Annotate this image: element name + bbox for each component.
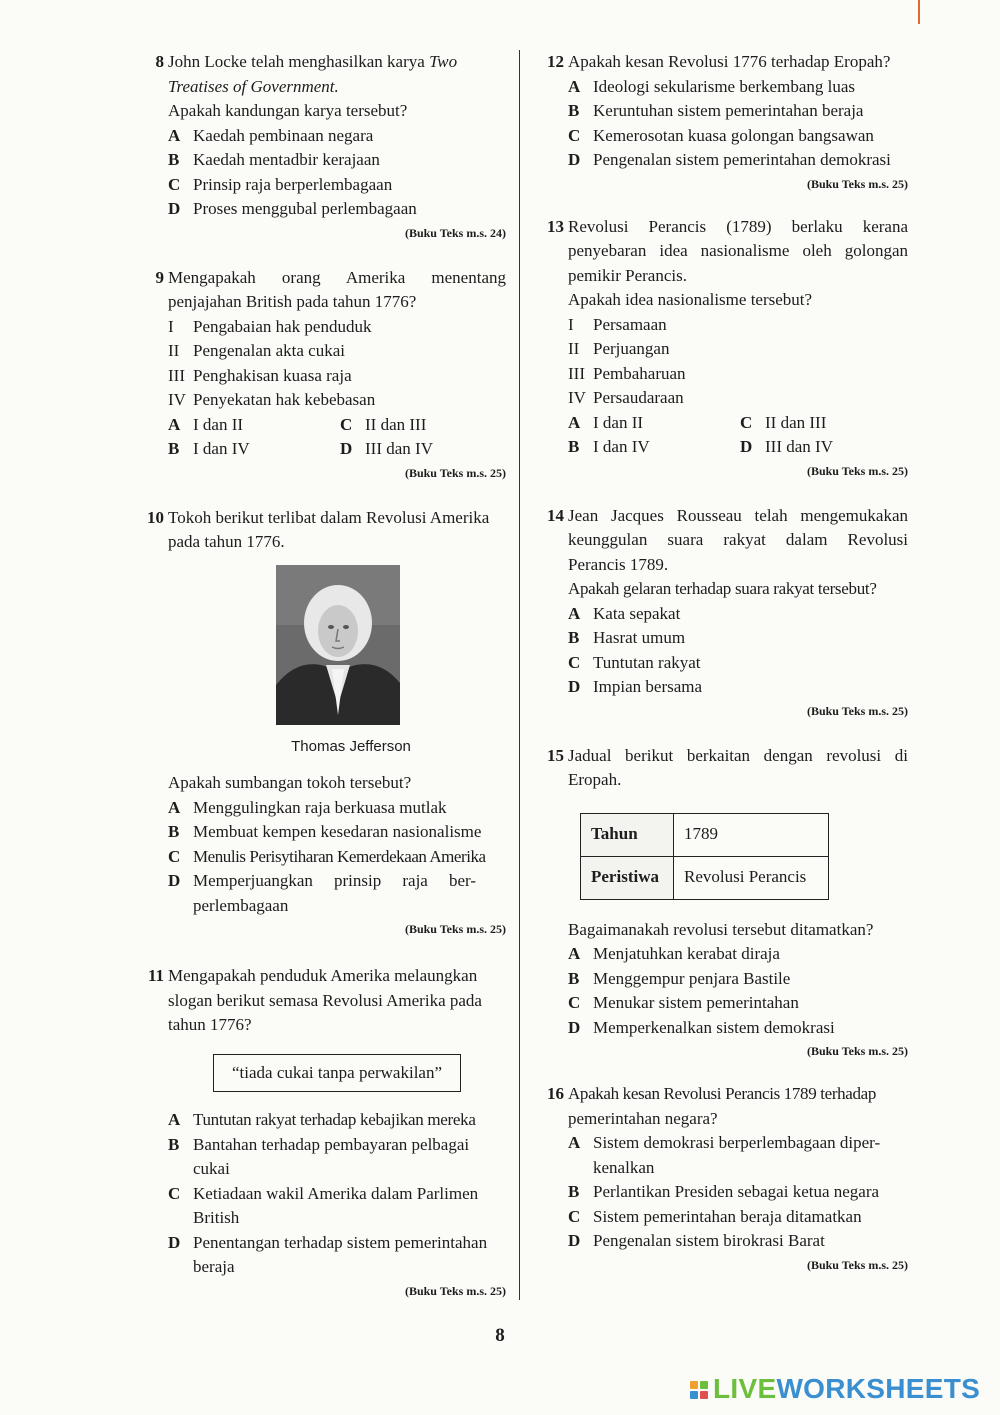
question-text: Tokoh berikut terlibat dalam Revolusi Amerika pada tahun 1776. bbox=[168, 507, 490, 551]
option-d[interactable]: D Penentangan terhadap sistem pemerintahan beraja bbox=[168, 1232, 488, 1276]
table-header-year: Tahun bbox=[581, 813, 674, 856]
portrait-caption: Thomas Jefferson bbox=[291, 737, 411, 755]
option-a[interactable]: A Menjatuhkan kerabat diraja bbox=[568, 944, 780, 963]
option-b[interactable]: B Hasrat umum bbox=[568, 628, 686, 647]
page-number: 8 bbox=[495, 1325, 505, 1346]
statement-iv: IV Persaudaraan bbox=[568, 388, 684, 407]
option-d[interactable]: D Pengenalan sistem birokrasi Barat bbox=[568, 1231, 825, 1250]
table-value-event: Revolusi Perancis bbox=[674, 856, 829, 899]
option-d[interactable]: D Pengenalan sistem pemerintahan demokrasi bbox=[568, 150, 891, 169]
question-line: Apakah kesan Revolusi 1776 terhadap Eropah? bbox=[568, 52, 891, 71]
option-d[interactable]: D III dan IV bbox=[740, 437, 833, 456]
textbook-reference: (Buku Teks m.s. 25) bbox=[404, 922, 506, 936]
liveworksheets-logo-icon bbox=[690, 1381, 708, 1399]
statement-iv: IV Penyekatan hak kebebasan bbox=[168, 390, 376, 409]
question-11 bbox=[136, 964, 506, 1300]
question-text: Mengapakah orang Amerika menentang penjajahan British pada tahun 1776? bbox=[168, 267, 506, 311]
table-value-year: 1789 bbox=[674, 813, 829, 856]
revolution-table bbox=[580, 813, 829, 900]
question-10 bbox=[136, 506, 506, 939]
option-c[interactable]: C Tuntutan rakyat bbox=[568, 652, 701, 672]
option-b[interactable]: B Membuat kempen kesedaran nasionalisme bbox=[168, 822, 482, 841]
option-a[interactable]: A Menggulingkan raja berkuasa mutlak bbox=[168, 797, 447, 817]
question-text: Jadual berikut berkaitan dengan revolusi di Eropah. bbox=[568, 745, 908, 789]
portrait-image bbox=[276, 565, 400, 725]
textbook-reference: (Buku Teks m.s. 25) bbox=[404, 465, 506, 480]
option-c[interactable]: C Sistem pemerintahan beraja ditamatkan bbox=[568, 1206, 862, 1226]
option-a[interactable]: A I dan II bbox=[168, 414, 244, 434]
option-a[interactable]: A Ideologi sekularisme berkembang luas bbox=[568, 76, 856, 96]
option-b[interactable]: B Keruntuhan sistem pemerintahan beraja bbox=[568, 101, 864, 120]
option-d[interactable]: D III dan IV bbox=[340, 439, 433, 458]
option-c[interactable]: C Menulis Perisytiharan Kemerdekaan Amerika bbox=[168, 846, 486, 866]
question-8 bbox=[136, 50, 506, 242]
book-title: Two bbox=[429, 52, 458, 71]
question-14 bbox=[536, 504, 908, 720]
corner-mark bbox=[918, 0, 920, 24]
question-number: 10 bbox=[147, 507, 164, 527]
question-13 bbox=[536, 215, 908, 480]
textbook-reference: (Buku Teks m.s. 25) bbox=[404, 1283, 506, 1298]
option-grid bbox=[568, 411, 908, 460]
option-b[interactable]: B I dan IV bbox=[568, 437, 650, 456]
slogan-box: “tiada cukai tanpa perwakilan” bbox=[213, 1054, 461, 1093]
brand-worksheets: WORKSHEETS bbox=[776, 1373, 981, 1404]
question-text: Apakah kesan Revolusi Perancis 1789 terhadap pemerintahan negara? bbox=[568, 1084, 876, 1128]
option-b[interactable]: B Menggempur penjara Bastile bbox=[568, 968, 791, 988]
option-d[interactable]: D Impian bersama bbox=[568, 677, 703, 696]
option-c[interactable]: C II dan III bbox=[340, 414, 427, 434]
option-c[interactable]: C Menukar sistem pemerintahan bbox=[568, 993, 799, 1012]
option-a[interactable]: A Kata sepakat bbox=[568, 603, 681, 623]
right-column bbox=[536, 48, 908, 1274]
question-number: 9 bbox=[155, 267, 164, 287]
option-a[interactable]: A Sistem demokrasi berperlembagaan diper-kenalkan bbox=[568, 1133, 881, 1177]
question-number: 15 bbox=[547, 745, 564, 765]
option-a[interactable]: A I dan II bbox=[568, 412, 644, 432]
statement-i: I Pengabaian hak penduduk bbox=[168, 316, 372, 336]
option-d[interactable]: D Memperkenalkan sistem demokrasi bbox=[568, 1017, 835, 1037]
question-12 bbox=[536, 50, 908, 193]
question-number: 13 bbox=[547, 216, 564, 236]
column-divider bbox=[519, 50, 520, 1300]
option-c[interactable]: C II dan III bbox=[740, 412, 827, 432]
textbook-reference: (Buku Teks m.s. 24) bbox=[404, 225, 506, 240]
option-d[interactable]: D Proses menggubal perlembagaan bbox=[168, 199, 417, 218]
textbook-reference: (Buku Teks m.s. 25) bbox=[806, 176, 908, 191]
question-number: 14 bbox=[547, 505, 564, 525]
left-column bbox=[136, 48, 506, 1300]
question-line: Apakah kandungan karya tersebut? bbox=[168, 101, 408, 120]
question-text bbox=[168, 50, 506, 124]
question-16 bbox=[536, 1082, 908, 1274]
question-number: 16 bbox=[547, 1084, 564, 1103]
option-b[interactable]: B Bantahan terhadap pembayaran pelbagai cukai bbox=[168, 1134, 470, 1178]
option-c[interactable]: C Prinsip raja berperlembagaan bbox=[168, 174, 393, 194]
question-9 bbox=[136, 266, 506, 482]
book-title: Treatises of Government. bbox=[168, 76, 339, 96]
question-number: 12 bbox=[547, 52, 564, 71]
liveworksheets-logo[interactable] bbox=[690, 1373, 980, 1405]
option-grid bbox=[168, 413, 506, 462]
option-b[interactable]: B I dan IV bbox=[168, 439, 250, 458]
question-text: Mengapakah penduduk Amerika melaungkan slogan berikut semasa Revolusi Amerika pada tahun 1776? bbox=[168, 966, 482, 1034]
statement-iii: III Pembaharuan bbox=[568, 363, 686, 383]
option-d[interactable]: D Memperjuangkan prinsip raja ber-perlembagaan bbox=[168, 871, 476, 915]
option-b[interactable]: B Kaedah mentadbir kerajaan bbox=[168, 150, 380, 169]
question-line: Bagaimanakah revolusi tersebut ditamatkan? bbox=[568, 919, 874, 939]
textbook-reference: (Buku Teks m.s. 25) bbox=[806, 703, 908, 718]
textbook-reference: (Buku Teks m.s. 25) bbox=[806, 1257, 908, 1272]
statement-iii: III Penghakisan kuasa raja bbox=[168, 365, 352, 385]
question-15 bbox=[536, 744, 908, 1061]
option-c[interactable]: C Kemerosotan kuasa golongan bangsawan bbox=[568, 125, 874, 145]
question-number: 8 bbox=[155, 52, 164, 71]
statement-i: I Persamaan bbox=[568, 314, 667, 334]
portrait-figure bbox=[276, 565, 411, 760]
question-line: John Locke telah menghasilkan karya bbox=[168, 52, 430, 71]
textbook-reference: (Buku Teks m.s. 25) bbox=[806, 463, 908, 478]
option-a[interactable]: A Tuntutan rakyat terhadap kebajikan mereka bbox=[168, 1110, 476, 1129]
statement-ii: II Pengenalan akta cukai bbox=[168, 341, 345, 360]
option-c[interactable]: C Ketiadaan wakil Amerika dalam Parlimen British bbox=[168, 1183, 479, 1227]
question-line: Apakah sumbangan tokoh tersebut? bbox=[168, 773, 412, 792]
brand-live: LIVE bbox=[713, 1373, 777, 1404]
question-text: Revolusi Perancis (1789) berlaku kerana penyebaran idea nasionalisme oleh golongan pemikir Perancis. Apakah idea nasionalisme tersebut? bbox=[568, 216, 908, 309]
option-b[interactable]: B Perlantikan Presiden sebagai ketua negara bbox=[568, 1182, 880, 1201]
question-number: 11 bbox=[147, 966, 164, 985]
option-a[interactable]: A Kaedah pembinaan negara bbox=[168, 125, 374, 145]
textbook-reference: (Buku Teks m.s. 25) bbox=[806, 1044, 908, 1058]
question-text: Jean Jacques Rousseau telah mengemukakan keunggulan suara rakyat dalam Revolusi Perancis 1789. Apakah gelaran terhadap suara rakyat tersebut? bbox=[568, 505, 908, 598]
statement-ii: II Perjuangan bbox=[568, 339, 670, 358]
table-header-event: Peristiwa bbox=[581, 856, 674, 899]
